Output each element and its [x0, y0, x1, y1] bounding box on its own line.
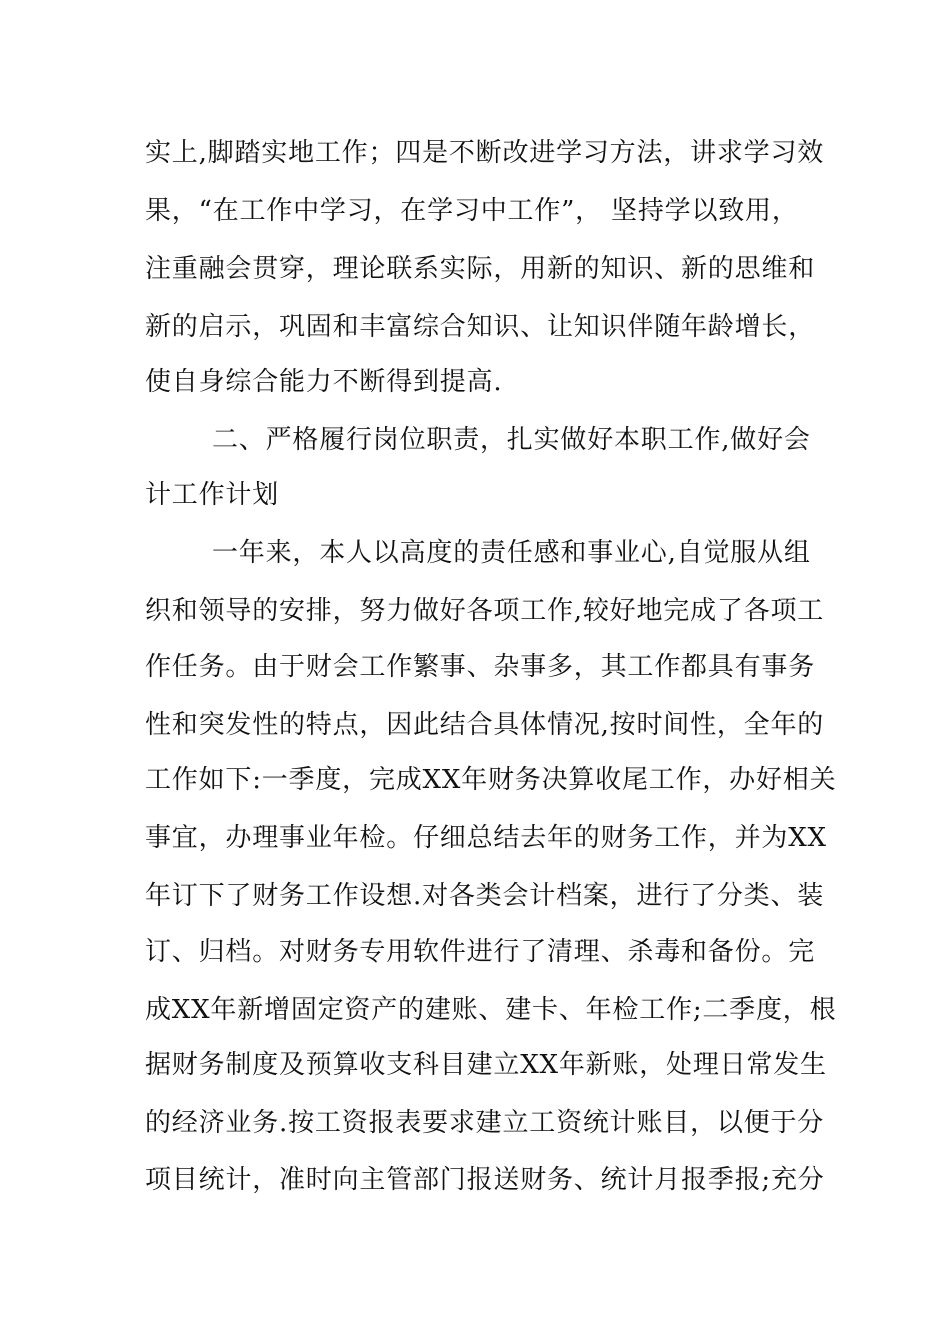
text-line: 事宜，办理事业年检。仔细总结去年的财务工作，并为XX	[145, 823, 827, 853]
text-line: 使自身综合能力不断得到提高.	[145, 367, 503, 397]
paragraph-first-line: 一年来，本人以高度的责任感和事业心,自觉服从组	[212, 538, 811, 568]
text-line: 性和突发性的特点，因此结合具体情况,按时间性，全年的	[145, 710, 825, 740]
section-heading-line: 计工作计划	[145, 480, 280, 510]
text-line: 订、归档。对财务专用软件进行了清理、杀毒和备份。完	[145, 937, 816, 967]
text-line: 实上,脚踏实地工作；四是不断改进学习方法，讲求学习效	[145, 138, 825, 168]
text-line: 成XX年新增固定资产的建账、建卡、年检工作;二季度，根	[145, 995, 837, 1025]
text-line: 果，“在工作中学习，在学习中工作”， 坚持学以致用，	[145, 196, 799, 226]
text-line: 作任务。由于财会工作繁事、杂事多，其工作都具有事务	[145, 652, 816, 682]
text-line: 注重融会贯穿，理论联系实际，用新的知识、新的思维和	[145, 254, 816, 284]
text-line: 新的启示，巩固和丰富综合知识、让知识伴随年龄增长，	[145, 312, 816, 342]
text-line: 织和领导的安排，努力做好各项工作,较好地完成了各项工	[145, 596, 825, 626]
text-line: 年订下了财务工作设想.对各类会计档案，进行了分类、装	[145, 881, 825, 911]
text-line: 工作如下:一季度，完成XX年财务决算收尾工作，办好相关	[145, 765, 837, 795]
text-line: 项目统计，准时向主管部门报送财务、统计月报季报;充分	[145, 1165, 825, 1195]
section-heading-line: 二、严格履行岗位职责，扎实做好本职工作,做好会	[212, 425, 811, 455]
text-line: 的经济业务.按工资报表要求建立工资统计账目，以便于分	[145, 1108, 825, 1138]
text-line: 据财务制度及预算收支科目建立XX年新账，处理日常发生	[145, 1050, 827, 1080]
